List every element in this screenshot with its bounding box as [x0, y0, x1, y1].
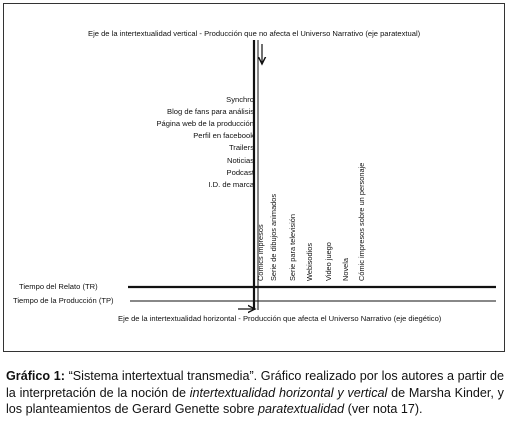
- diegetic-item: Webisodios: [305, 242, 314, 281]
- diegetic-item: Cómics impresos: [256, 224, 265, 281]
- paratextual-item: Podcast: [226, 168, 254, 177]
- horizontal-axis-label: Eje de la intertextualidad horizontal - Producción que afecta el Universo Narrativo (eje diegético): [118, 314, 442, 323]
- diegetic-item: Cómic impresos sobre un personaje: [357, 162, 366, 281]
- paratextual-item: Noticias: [226, 156, 254, 165]
- paratextual-item: Trailers: [228, 143, 254, 152]
- caption-label: Gráfico 1:: [6, 369, 65, 383]
- diegetic-item: Video juego: [324, 242, 333, 281]
- paratextual-item: Synchro: [226, 95, 254, 104]
- caption-italic-1: intertextualidad horizontal y vertical: [189, 385, 388, 400]
- diegetic-item: Novela: [341, 257, 350, 281]
- time-relato-label: Tiempo del Relato (TR): [19, 282, 98, 291]
- paratextual-item: Página web de la producción: [156, 119, 254, 128]
- caption-text-3: (ver nota 17).: [344, 402, 423, 417]
- vertical-axis-label: Eje de la intertextualidad vertical - Producción que no afecta el Universo Narrativo (eje paratextual): [88, 29, 421, 38]
- caption-italic-2: paratextualidad: [258, 402, 345, 417]
- diegetic-item: Serie para televisión: [288, 214, 297, 281]
- paratextual-item: Blog de fans para análisis: [167, 107, 254, 116]
- paratextual-item: I.D. de marca: [208, 180, 254, 189]
- time-produccion-label: Tiempo de la Producción (TP): [13, 296, 114, 305]
- figure-caption: [6, 368, 504, 418]
- paratextual-item: Perfil en facebook: [193, 131, 254, 140]
- caption-text-1: “Sistema intertextual transmedia”. Gráfico realizado por los autores a partir de la interpretación de la noción de: [6, 369, 504, 400]
- caption-text-2: de Marsha Kinder, y los planteamientos de Gerard Genette sobre: [6, 385, 504, 417]
- diegetic-item: Serie de dibujos animados: [269, 193, 278, 281]
